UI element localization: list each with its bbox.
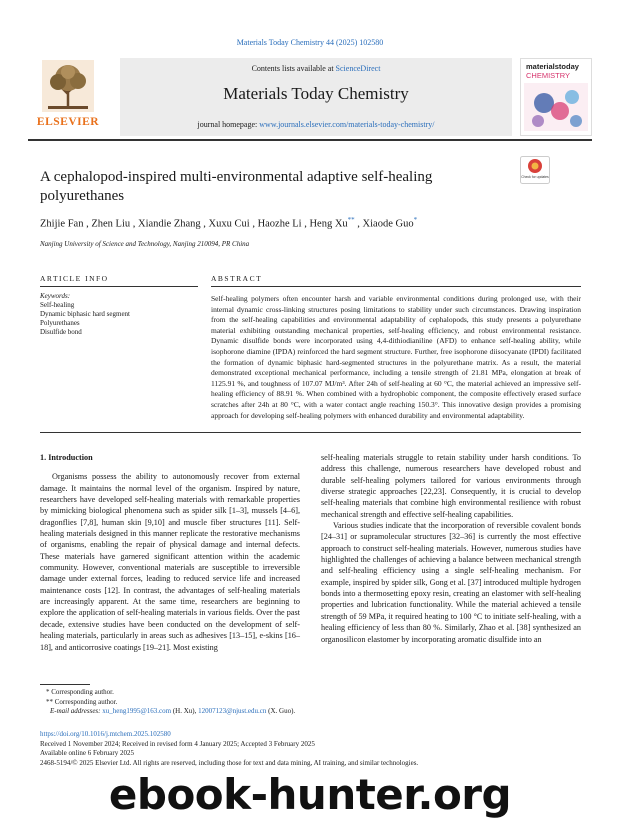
check-for-updates-icon[interactable] <box>520 156 550 184</box>
affiliation: Nanjing University of Science and Technology, Nanjing 210094, PR China <box>40 240 250 248</box>
email-link[interactable]: xu_heng1995@163.com <box>102 707 172 715</box>
email-link[interactable]: 12007123@njust.edu.cn <box>198 707 267 715</box>
journal-cover-image <box>520 58 592 136</box>
homepage-line: journal homepage: www.journals.elsevier.com/materials-today-chemistry/ <box>197 120 435 129</box>
keywords-block <box>40 292 198 337</box>
cover-art-graphic <box>524 83 588 131</box>
journal-reference[interactable]: Materials Today Chemistry 44 (2025) 102580 <box>236 38 384 47</box>
sciencedirect-link[interactable]: ScienceDirect <box>335 64 381 73</box>
author-name[interactable]: Zhijie Fan <box>40 218 84 230</box>
copyright-line: 2468-5194/© 2025 Elsevier Ltd. All rights are reserved, including those for text and data mining, AI training, and similar technologies. <box>40 758 419 767</box>
article-info-divider <box>40 286 198 287</box>
masthead-divider <box>28 139 592 141</box>
author-name[interactable]: Heng Xu <box>309 218 348 230</box>
author-name[interactable]: Xiaode Guo <box>362 218 414 230</box>
article-title: A cephalopod-inspired multi-environmental adaptive self-healing polyurethanes <box>40 169 433 204</box>
abstract-heading: ABSTRACT <box>211 274 263 283</box>
cover-title: materialstoday <box>526 62 579 71</box>
footnote-corresponding-2: ** Corresponding author. <box>46 697 118 706</box>
available-date: Available online 6 February 2025 <box>40 749 134 757</box>
corresponding-author-mark[interactable]: ** <box>347 216 355 224</box>
publication-info <box>40 730 600 768</box>
author-name[interactable]: Xiandie Zhang <box>137 218 201 230</box>
abstract-bottom-divider <box>40 432 581 433</box>
cover-subtitle: CHEMISTRY <box>526 71 571 80</box>
body-paragraph: Various studies indicate that the incorporation of reversible covalent bonds [24–31] or supramolecular structures [32–36] is currently the most effective approach to construct self-healing materials. However, numerous studies have highlighted the challenges of achieving a balance between mechanical strength and self-healing efficiency using a single self-healing mechanism. For example, inspired by spider silk, Gong et al. [37] introduced multiple hydrogen bonds into a thermosetting epoxy resin, creating an elastomer with self-healing properties and lubrication functionality. While the material achieved a tensile strength of 59 MPa, it required heating to 100 °C to initiate self-healing, with a healing efficiency of less than 80 %. Similarly, Zhao et al. [38] synthesized an organosilicon elastomer by incorporating aromatic disulfide into an <box>321 521 581 644</box>
elsevier-tree-icon <box>42 60 94 112</box>
masthead-center <box>120 58 512 136</box>
abstract-divider <box>211 286 581 287</box>
journal-name: Materials Today Chemistry <box>223 84 409 103</box>
keywords-title: Keywords: <box>40 292 71 300</box>
footnote-corresponding-1: * Corresponding author. <box>46 688 114 696</box>
corresponding-author-mark[interactable]: * <box>413 216 418 224</box>
keyword-item: Polyurethanes <box>40 319 80 327</box>
journal-masthead <box>28 58 592 136</box>
author-name[interactable]: Xuxu Cui <box>208 218 250 230</box>
author-name[interactable]: Zhen Liu <box>91 218 131 230</box>
elsevier-wordmark: ELSEVIER <box>36 116 100 128</box>
introduction-heading: 1. Introduction <box>40 453 93 462</box>
keyword-item: Disulfide bond <box>40 328 82 336</box>
body-column-left <box>40 452 300 653</box>
footnotes <box>40 688 580 717</box>
footnote-divider <box>40 684 90 685</box>
abstract-text: Self-healing polymers often encounter harsh and variable environmental conditions during prolonged use, with their internal dynamic cross-linking structures posing limitations to stability under such circumstances. Drawing inspiration from the self-healing capabilities and environmental adaptability of cephalopods, this study presents a polyurethane material exhibiting outstanding mechanical properties, self-healing efficiency, and robust environmental resistance. Dynamic disulfide bonds were incorporated using 4,4-dithiodianiline (AFD) to enhance self-healing ability, while isophorone diamine (IPDA) reinforced the hard segment structure. Further, free isophorone diisocyanate (IPDI) facilitated the formation of dynamic biphasic hard-segmented structures in the polyurethane matrix. As a result, the material demonstrated exceptional mechanical performance, including a tensile strength of 21.81 MPa, elongation at break of 1125.91 %, and toughness of 107.07 MJ/m³. After 24h of self-healing at 60 °C, the material achieved an impressive self-healing efficiency of 88.91 %. When combined with a hydrophobic component, the composite effectively erased surface scratches after 24h at 80 °C, with a water contact angle reaching 150.3°. This innovative design provides a promising approach for developing self-healing polymers with enhanced durability and environmental adaptability. <box>211 294 581 420</box>
author-name[interactable]: Haozhe Li <box>257 218 302 230</box>
check-updates-label: Check for updates <box>521 175 549 179</box>
contents-line: Contents lists available at ScienceDirect <box>251 64 381 73</box>
article-info-heading: ARTICLE INFO <box>40 274 109 283</box>
elsevier-logo <box>28 60 108 132</box>
watermark-text: ebook-hunter.org <box>108 770 512 819</box>
doi-link[interactable]: https://doi.org/10.1016/j.mtchem.2025.102580 <box>40 730 171 738</box>
body-column-right <box>321 452 581 645</box>
keyword-item: Self-healing <box>40 301 75 309</box>
received-dates: Received 1 November 2024; Received in revised form 4 January 2025; Accepted 3 February 2025 <box>40 739 315 748</box>
body-paragraph: self-healing materials struggle to retain stability under harsh conditions. To address this challenge, numerous researchers have developed robust and durable self-healing polymers tailored for various environments through diverse strategic approaches [22,23]. Consequently, it is crucial to develop self-healing materials that combine high environmental resilience with robust mechanical strength and effective self-healing capabilities. <box>321 453 581 519</box>
author-list: Zhijie Fan , Zhen Liu , Xiandie Zhang , Xuxu Cui , Haozhe Li , Heng Xu** , Xiaode Guo* <box>40 216 418 230</box>
keyword-item: Dynamic biphasic hard segment <box>40 310 131 318</box>
body-paragraph: Organisms possess the ability to autonomously recover from external damage. It maintains the normal level of the organism. Inspired by nature, researchers have developed self-healing materials with remarkable properties by mimicking biological phenomena such as spider silk [1–3], mussels [4–6], dragonflies [7,8], human skin [9,10] and muscle fiber structures [11]. Self-healing materials designed in this manner replicate the restorative mechanisms of organisms, enabling the repair of physical damage and internal defects. These materials have garnered significant attention within the academic community. However, conventional materials are susceptible to irreversible damage under external forces, leading to reduced service life and increased maintenance costs [12]. In contrast, the advantages of self-healing materials are increasingly apparent. At the same time, researchers are beginning to explore the application of self-healing materials in various fields. Over the past decade, extensive studies have been conducted on the development of self-healing materials, particularly in areas such as adhesives [13–15], e-skins [16–18], and anticorrosive coatings [19–21]. Most existing <box>40 472 300 652</box>
journal-homepage-link[interactable]: www.journals.elsevier.com/materials-today-chemistry/ <box>259 120 435 129</box>
footnote-emails: E-mail addresses: xu_heng1995@163.com (H. Xu), 12007123@njust.edu.cn (X. Guo). <box>50 707 296 715</box>
